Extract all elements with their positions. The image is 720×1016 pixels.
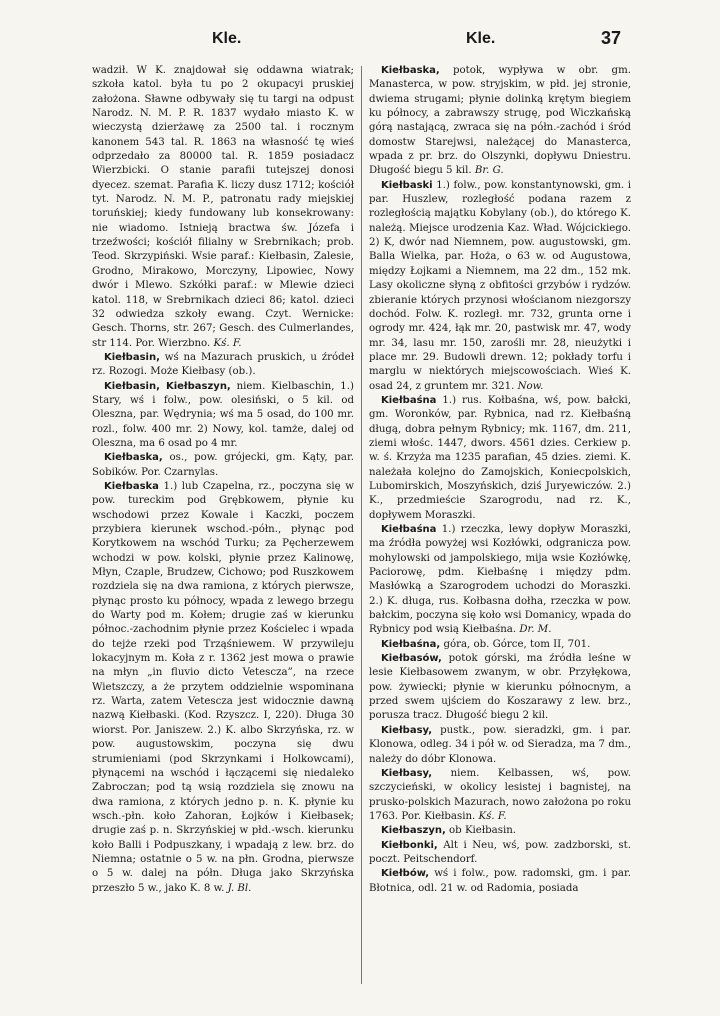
entry-headword: Kiełbów, — [381, 868, 430, 880]
entry-text: 1.) rzeczka, lewy dopływ Moraszki, ma źródła powyżej wsi Kozłówki, odgraniczа pow. mohylowski od jampolskiego, mija wsie Kozłówkę, Paciorowę, pdm. Kiełbaśnę i między pdm. Masłówką a Szarogrodem uchodzi do Moraszki. 2.) K. długa, rus. Kołbasna dołha, rzeczka w pow. bałckim, poczyna się koło wsi Domanicy, wpada do Rybnicy pod wsią Kiełbaśna. — [369, 524, 631, 636]
entry-text: potok, wypływa w obr. gm. Manasterca, w pow. stryjskim, w płd. jej stronie, dwiema strugami; płynie dolinką krętym biegiem ku północy, a zabrawszy strugę, pod Wiczkańską górą nastającą, zwraca się na półn.-zachód i śród domostw Starejwsi, należącej do Manasterca, wpada z pr. brz. do Olszynki, dopływu Dniestru. Długość biegu 5 kil. — [369, 65, 631, 177]
entry — [92, 351, 354, 380]
entry — [369, 523, 631, 638]
entry — [369, 767, 631, 824]
entry-signature: J. Bl. — [227, 882, 252, 894]
entry — [369, 638, 631, 652]
entry-text: niem. Kelbassen, wś, pow. szczycieński, w okolicy lesistej i bagnistej, na prusko-polskich Mazurach, nowo założona po roku 1763. Por. Kiełbasin. — [369, 767, 631, 822]
entry-headword: Kiełbaski — [381, 179, 433, 191]
entry-signature: Dr. M. — [519, 624, 552, 636]
entry-text: niem. Kielbaschin, 1.) Stary, wś i folw., pow. olesiński, o 5 kil. od Oleszna, par. Wędrynia; wś ma 5 osad, do 100 mr. rozl., folw. 400 mr. 2) Nowy, kol. tamże, dalej od Olesznа, ma 6 osad po 4 mr. — [92, 380, 354, 449]
entry-signature: Kś. F. — [478, 810, 507, 822]
entry-text: góra, ob. Górce, tom II, 701. — [443, 638, 591, 650]
right-column — [369, 64, 631, 994]
entry — [369, 64, 631, 179]
entry-signature: Kś. F. — [213, 337, 242, 349]
entry — [92, 451, 354, 480]
entry-text: ob Kiełbasin. — [449, 825, 517, 837]
running-head-left: Kle. — [212, 30, 242, 47]
page-number: 37 — [601, 28, 622, 48]
entry — [92, 480, 354, 896]
running-head-right: Kle. — [466, 30, 496, 47]
entry-headword: Kiełbaśna, — [381, 638, 441, 650]
entry-signature: Br. G. — [474, 165, 504, 177]
entry-headword: Kiełbaśna — [381, 394, 437, 406]
entry — [369, 867, 631, 896]
entry-text: 1.) rus. Kołbaśna, wś, pow. bałcki, gm. Woronków, par. Rybnica, nad rz. Kiełbaśną długą, dobra pełnym Rybnicy; mk. 1167, dm. 211, ziemi włośc. 1447, dwors. 4561 dzies. Cerkiew p. w. ś. Krzyża ma 1235 parafian, 45 dzies. ziemi. K. należała kolejno do Zamojskich, Koniecpolskich, Lubomirskich, Moszyńskich, dziś Juryewiczów. 2.) K., przedmieście Szarogrodu, nad rz. K., dopływem Moraszki. — [369, 394, 631, 521]
entry-headword: Kiełbaszyn, — [381, 825, 446, 837]
entry-headword: Kiełbaśna — [381, 524, 437, 535]
entry-text: wś na Mazurach pruskich, u źródeł rz. Rozogi. Może Kiełbasy (ob.). — [92, 351, 354, 378]
entry — [369, 824, 631, 838]
running-head — [0, 30, 720, 54]
entry-headword: Kiełbasin, Kiełbaszyn, — [104, 380, 231, 392]
entry-text: pustk., pow. sieradzki, gm. i par. Klonowa, odleg. 34 i pół w. od Sieradza, ma 7 dm., należy do dóbr Klonowa. — [369, 724, 631, 765]
entry-headword: Kiełbasów, — [381, 653, 442, 665]
entry-text: Alt i Neu, wś, pow. zadzborski, st. poczt. Peitschendorf. — [369, 839, 631, 865]
entry-headword: Kiełbasin, — [104, 351, 160, 363]
left-column — [92, 64, 354, 994]
entry-headword: Kiełbasy, — [381, 767, 433, 779]
entry-text: wadził. W K. znajdował się oddawna wiatrak; szkoła katol. była tu po 2 okupacyi pruskiej założona. Sławne odbywały się tu targi na odpust Narodz. N. M. P. R. 1837 wydało miasto K. w wieczystą dzierżawę za 2500 tal. i rocznym kanonem 543 tal. R. 1863 na własność tę wieś odprzedało za 80000 tal. R. 1859 posiadacz Wierzbicki. O stanie parafii tutejszej donosi dyecez. szemat. Parafia K. liczy dusz 1712; kościół tyt. Narodz. N. M. P., patronatu rady miejskiej toruńskiej; kiedy fundowany lub konsekrowany: nie wiadomo. Istnieją bractwa św. Józefa i trzeźwości; kościół filialny w Srebrnikach; prob. Teod. Skrzypiński. Wsie paraf.: Kiełbasin, Zalesie, Grodno, Mirakowo, Morczyny, Lipowiec, Nowy dwór i Mlewo. Szkółki paraf.: w Mlewie dzieci katol. 118, w Srebrnikach dzieci 86; katol. dzieci 32 odwiedza szkoły ewang. Czyt. Wernicke: Gesch. Thorns, str. 267; Gesch. des Culmerlandes, str 114. Por. Wierzbno. — [92, 65, 354, 349]
entry-headword: Kiełbaska, — [381, 65, 440, 76]
entry-headword: Kiełbonki, — [381, 839, 438, 851]
entry — [92, 64, 354, 351]
entry-text: os., pow. grójecki, gm. Kąty, par. Sobików. Por. Czarnylas. — [92, 452, 354, 478]
entry — [92, 380, 354, 452]
text-columns — [92, 64, 632, 1004]
column-divider — [361, 66, 362, 984]
entry — [369, 724, 631, 767]
entry-headword: Kiełbaska — [104, 480, 159, 492]
entry-text: 1.) lub Czapelna, rz., poczyna się w pow. tureckim pod Grębkowem, płynie ku wschodowi przez Kowale i Kaczki, poczem przybiera kierunek wschod.-półn., płynąc pod Korytkowem na wschód Turku; za Pęcherzewem wchodzi w pow. kolski, płynie przez Kalinowę, Młyn, Czaple, Brudzew, Cichowo; pod Ruszkowem rozdziela się na dwa ramiona, z których pierwsze, płynąc prosto ku północy, wpada z lewego brzegu do Warty pod m. Kołem; drugie zaś w kierunku północ.-zachodnim płynie przez Kościelec i wpada do tejże rzeki pod Trząśniewem. W przywileju lokacyjnym m. Koła z r. 1362 jest mowa o prawie na młyn „in fluvio dicto Vetescza”, na rzece Wietszczy, a że przytem oddzielnie wspominana rz. Warta, zatem Vetescza jest widocznie dawną nazwą Kiełbaski. (Kod. Rzyszcz. I, 220). Długa 30 wiorst. Por. Janiszew. 2.) K. albo Skrzyńska, rz. w pow. augustowskim, poczyna się dwu strumieniami (pod Skrzynkami i Holkowcami), płynącemi na wschód i łączącemi się niedaleko Zabroczan; pod tą wsią rozdziela się znowu na dwa ramiona, z których jedno p. n. K. płynie ku wsch.-płn. koło Zahoran, Łojków i Kiełbasek; drugie zaś p. n. Skrzyńskiej w płd.-wsch. kierunku koło Balli i Podpuszkany, i wpadają z lew. brz. do Niemna; ostatnie o 5 w. na płn. Grodna, pierwsze o 5 w. dalej na półn. Długa jako Skrzyńska przeszło 5 w., jako K. 8 w. — [92, 480, 354, 894]
entry-headword: Kiełbasy, — [381, 724, 433, 736]
entry — [369, 179, 631, 394]
entry — [369, 839, 631, 868]
entry-text: wś i folw., pow. radomski, gm. i par. Błotnica, odl. 21 w. od Radomia, posiada — [369, 868, 631, 894]
entry — [369, 652, 631, 724]
entry-text: potok górski, ma źródła leśne w lesie Kiełbasowem zwanym, w obr. Przyłękowa, pow. żywiecki; płynie w kierunku północnym, a przed swem ujściem do Koszarawy z lew. brz., porusza tracz. Długość biegu 2 kil. — [369, 653, 631, 722]
entry-signature: Now. — [517, 380, 544, 392]
entry-text: 1.) folw., pow. konstantynowski, gm. i par. Huszlew, rozległość podana razem z rozległością majątku Kobylany (ob.), do którego K. należą. Miejsce urodzenia Kaz. Wład. Wójcickiego. 2) K, dwór nad Niemnem, pow. augustowski, gm. Balla Wielka, par. Hoża, o 63 w. od Augustowa, między Łojkami a Niemnem, ma 22 dm., 152 mk. Lasy okoliczne słyną z obfitości grzybów i rydzów. zbieranie których przynosi włościanom niezgorszy dochód. Folw. K. rozległ. mr. 732, grunta orne i ogrody mr. 424, łąk mr. 20, pastwisk mr. 47, wody mr. 34, lasu mr. 150, zarośli mr. 28, nieużytki i place mr. 29. Budowli drewn. 12; pokłady torfu i marglu w niektórych miejscowościach. Wieś K. osad 24, z gruntem mr. 321. — [369, 179, 631, 392]
entry-headword: Kiełbaska, — [104, 452, 163, 464]
entry — [369, 394, 631, 523]
